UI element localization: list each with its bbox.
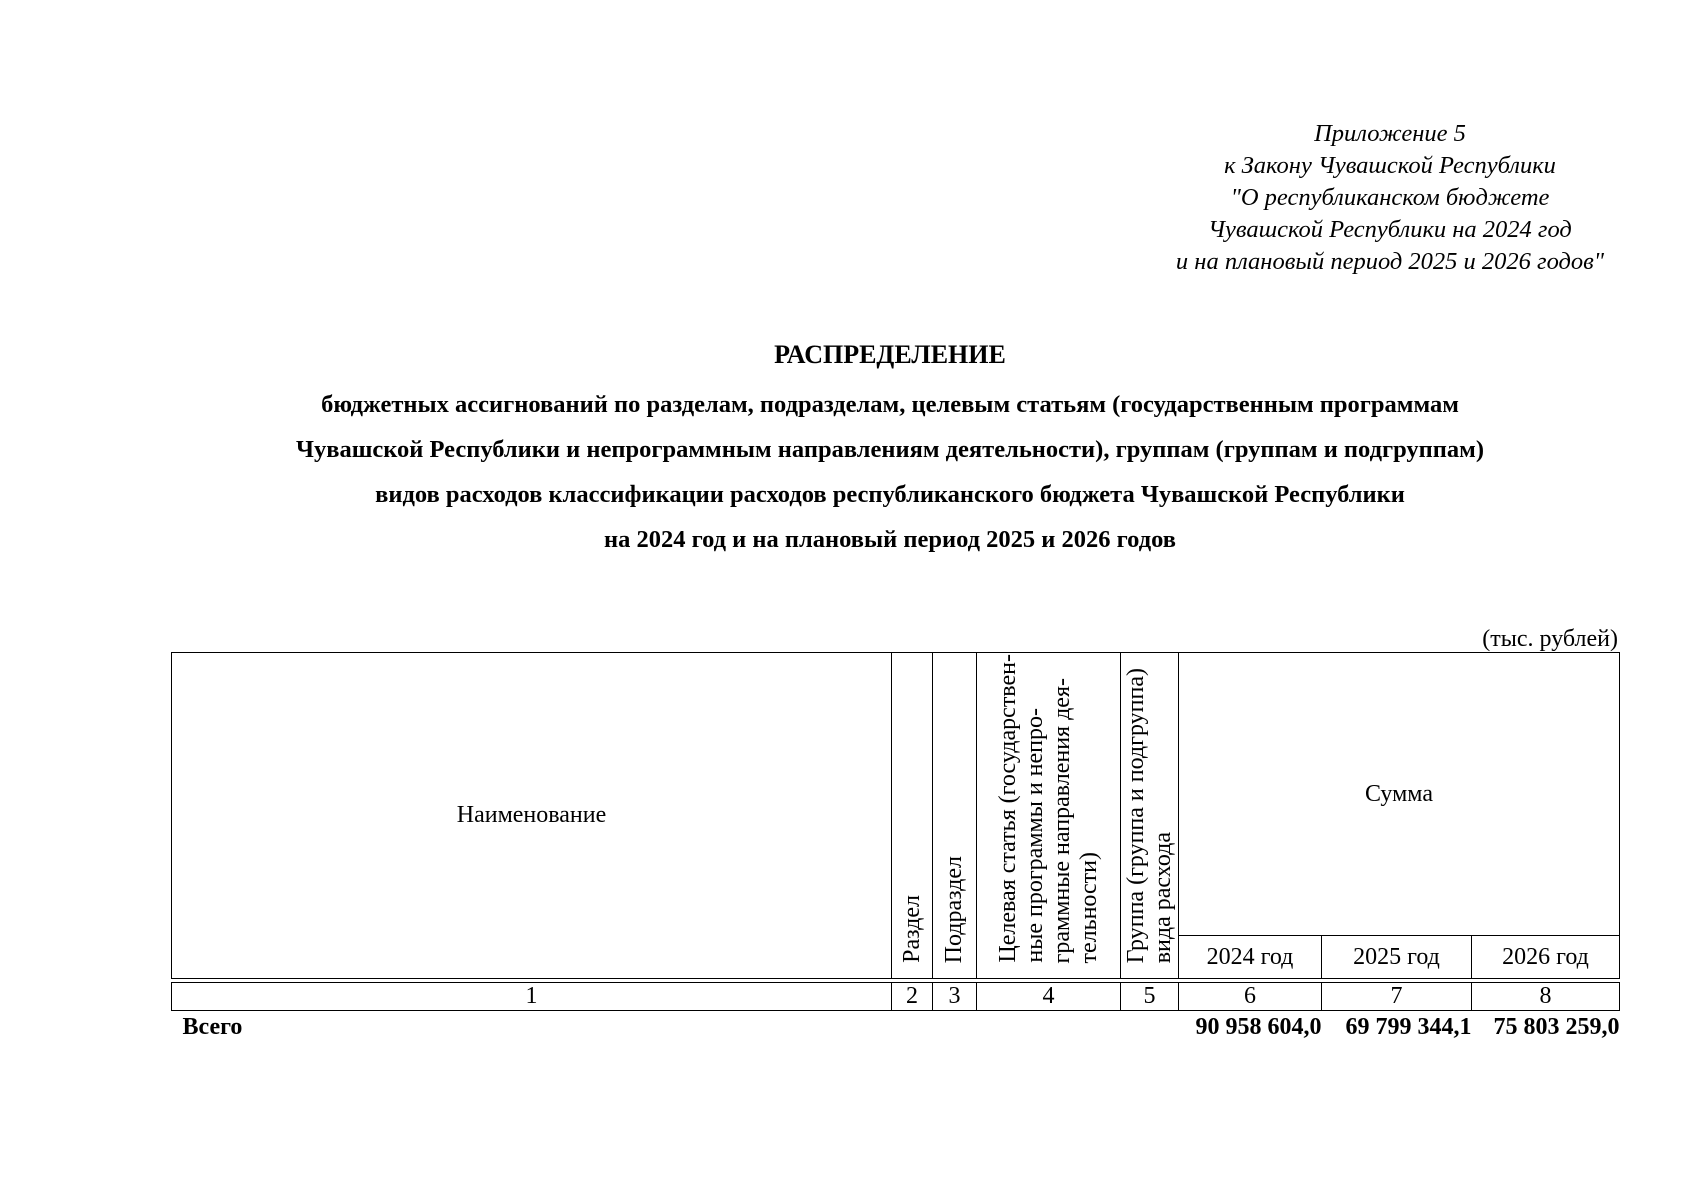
column-number: 3 xyxy=(933,983,977,1011)
title-line: бюджетных ассигнований по разделам, подразделам, целевым статьям (государственным программам xyxy=(321,391,1459,418)
budget-table xyxy=(171,652,1620,1043)
header-subsection-label: Подраздел xyxy=(941,855,967,963)
header-group-line: вида расхода xyxy=(1149,831,1176,963)
header-group-line: Группа (группа и подгруппа) xyxy=(1122,667,1149,963)
empty-cell xyxy=(892,1011,933,1044)
annex-line: к Закону Чувашской Республики xyxy=(1224,152,1556,179)
title-line: видов расходов классификации расходов республиканского бюджета Чувашской Республики xyxy=(375,481,1405,508)
header-sum: Сумма xyxy=(1179,653,1620,936)
title-line: Чувашской Республики и непрограммным направлениям деятельности), группам (группам и подгруппам) xyxy=(295,436,1484,463)
annex-line: и на плановый период 2025 и 2026 годов" xyxy=(1175,248,1605,275)
total-row xyxy=(172,1011,1620,1044)
column-number: 7 xyxy=(1322,983,1472,1011)
column-number: 2 xyxy=(892,983,933,1011)
annex-block xyxy=(1100,118,1680,278)
empty-cell xyxy=(933,1011,977,1044)
header-target-line: граммные направления дея- xyxy=(1048,677,1075,963)
total-2026: 75 803 259,0 xyxy=(1493,1014,1620,1040)
column-number: 5 xyxy=(1121,983,1179,1011)
total-2025: 69 799 344,1 xyxy=(1345,1014,1472,1040)
column-number: 6 xyxy=(1179,983,1322,1011)
header-name: Наименование xyxy=(172,653,892,979)
header-year-2024: 2024 год xyxy=(1179,936,1322,979)
annex-line: "О республиканском бюджете xyxy=(1230,184,1550,211)
title-main: РАСПРЕДЕЛЕНИЕ xyxy=(774,340,1006,369)
total-label: Всего xyxy=(182,1014,243,1040)
empty-cell xyxy=(1121,1011,1179,1044)
annex-line: Приложение 5 xyxy=(1314,120,1466,147)
header-year-2026: 2026 год xyxy=(1472,936,1620,979)
header-target-line: тельности) xyxy=(1075,851,1102,963)
header-section xyxy=(892,653,933,979)
empty-cell xyxy=(977,1011,1121,1044)
column-number: 8 xyxy=(1472,983,1620,1011)
header-year-2025: 2025 год xyxy=(1322,936,1472,979)
header-target-article xyxy=(977,653,1121,979)
total-2024: 90 958 604,0 xyxy=(1195,1014,1322,1040)
column-number: 4 xyxy=(977,983,1121,1011)
column-number: 1 xyxy=(172,983,892,1011)
header-target-line: Целевая статья (государствен- xyxy=(994,654,1021,963)
header-subsection xyxy=(933,653,977,979)
units-label: (тыс. рублей) xyxy=(1482,626,1618,652)
document-title xyxy=(150,338,1630,562)
header-section-label: Раздел xyxy=(898,895,925,963)
title-line: на 2024 год и на плановый период 2025 и 2026 годов xyxy=(603,526,1176,553)
header-expense-group xyxy=(1121,653,1179,979)
annex-line: Чувашской Республики на 2024 год xyxy=(1208,216,1572,243)
column-numbers-row xyxy=(172,983,1620,1011)
header-target-line: ные программы и непро- xyxy=(1021,708,1048,963)
